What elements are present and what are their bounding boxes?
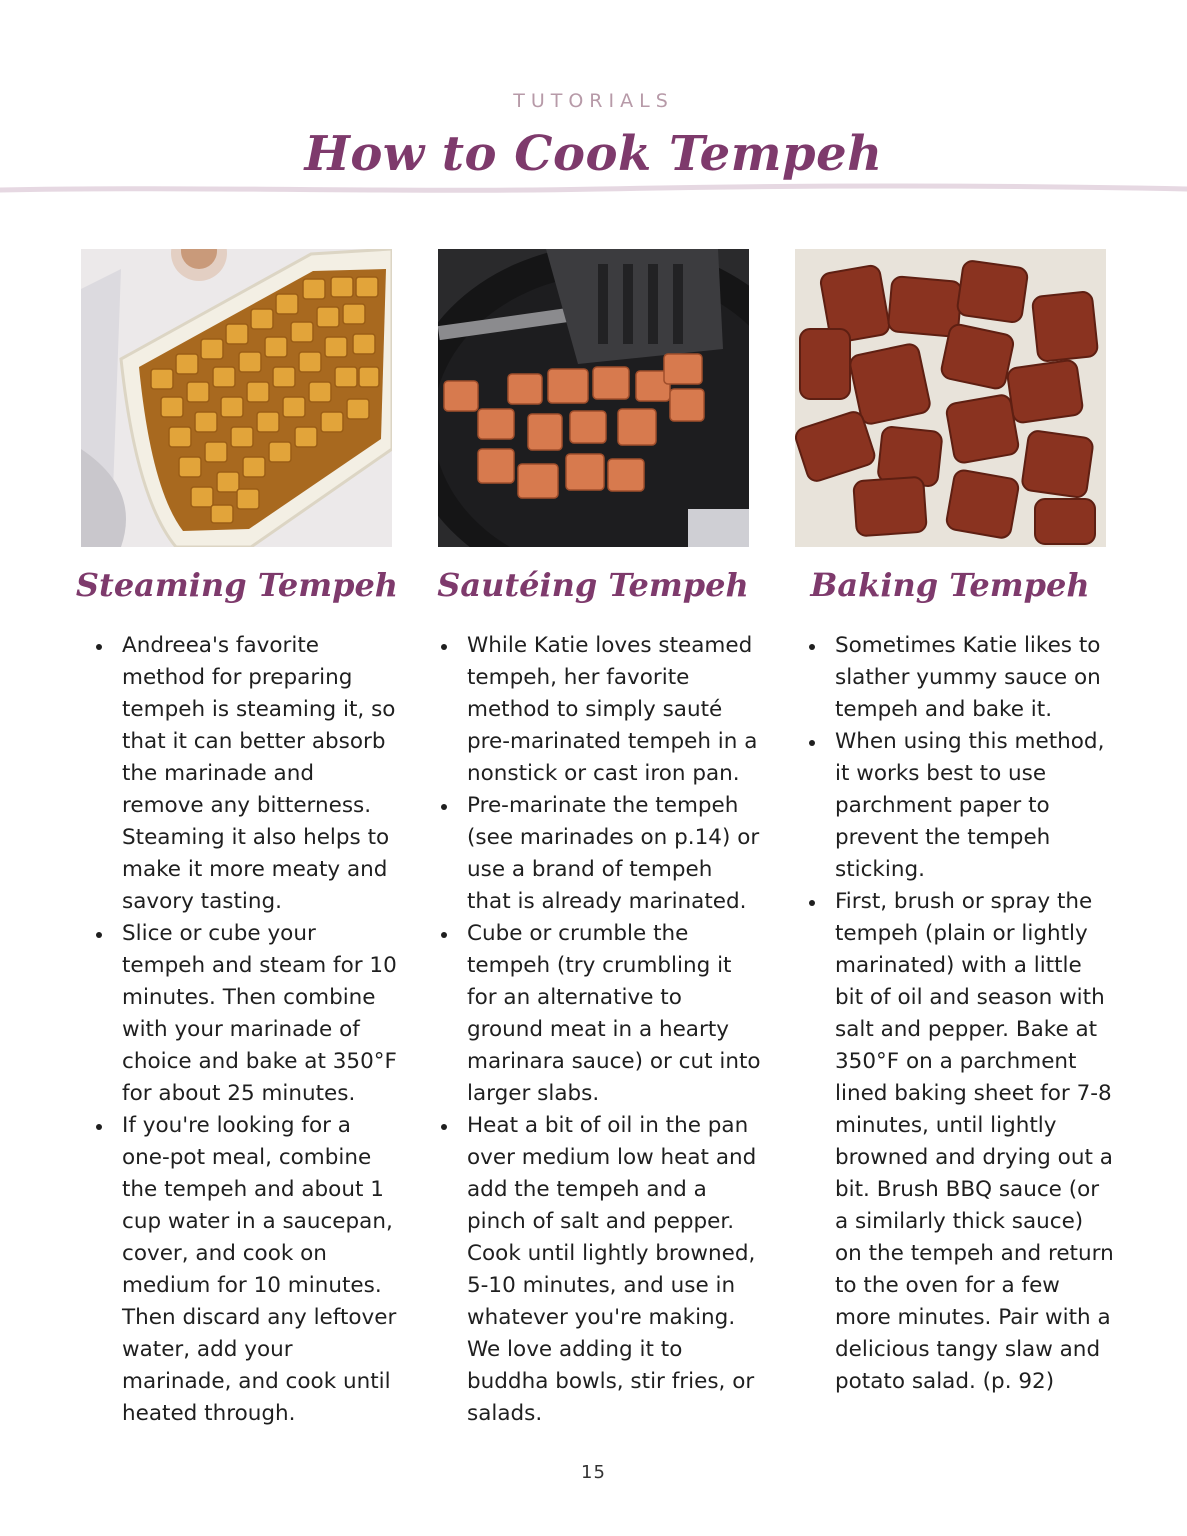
steaming-instructions xyxy=(82,630,397,1430)
title-divider xyxy=(0,180,1187,200)
page-title: How to Cook Tempeh xyxy=(304,126,883,182)
baking-heading: Baking Tempeh xyxy=(810,566,1090,604)
list-item: When using this method, it works best to use parchment paper to prevent the tempeh sticking. xyxy=(795,726,1115,886)
section-eyebrow: TUTORIALS xyxy=(513,90,674,112)
sauteed-tempeh-photo xyxy=(438,249,749,547)
list-item: First, brush or spray the tempeh (plain or lightly marinated) with a little bit of oil and season with salt and pepper. Bake at 350°F on a parchment lined baking sheet for 7-8 minutes, until lightly browned and drying out a bit. Brush BBQ sauce (or a similarly thick sauce) on the tempeh and return to the oven for a few more minutes. Pair with a delicious tangy slaw and potato salad. (p. 92) xyxy=(795,886,1115,1398)
list-item: If you're looking for a one-pot meal, combine the tempeh and about 1 cup water in a saucepan, cover, and cook on medium for 10 minutes. Then discard any leftover water, add your marinade, and cook until heated through. xyxy=(82,1110,397,1430)
baking-instructions xyxy=(795,630,1115,1398)
list-item: Sometimes Katie likes to slather yummy sauce on tempeh and bake it. xyxy=(795,630,1115,726)
list-item: Cube or crumble the tempeh (try crumbling it for an alternative to ground meat in a hearty marinara sauce) or cut into larger slabs. xyxy=(427,918,762,1110)
page-number: 15 xyxy=(581,1462,606,1483)
list-item: Andreea's favorite method for preparing tempeh is steaming it, so that it can better absorb the marinade and remove any bitterness. Steaming it also helps to make it more meaty and savory tasting. xyxy=(82,630,397,918)
steamed-tempeh-photo xyxy=(81,249,392,547)
list-item: Slice or cube your tempeh and steam for 10 minutes. Then combine with your marinade of choice and bake at 350°F for about 25 minutes. xyxy=(82,918,397,1110)
list-item: Pre-marinate the tempeh (see marinades on p.14) or use a brand of tempeh that is already marinated. xyxy=(427,790,762,918)
baked-tempeh-photo xyxy=(795,249,1106,547)
sauteing-heading: Sautéing Tempeh xyxy=(437,566,749,604)
sauteing-instructions xyxy=(427,630,762,1430)
list-item: While Katie loves steamed tempeh, her favorite method to simply sauté pre-marinated tempeh in a nonstick or cast iron pan. xyxy=(427,630,762,790)
steaming-heading: Steaming Tempeh xyxy=(75,566,399,604)
list-item: Heat a bit of oil in the pan over medium low heat and add the tempeh and a pinch of salt and pepper. Cook until lightly browned, 5-10 minutes, and use in whatever you're making. We love adding it to buddha bowls, stir fries, or salads. xyxy=(427,1110,762,1430)
